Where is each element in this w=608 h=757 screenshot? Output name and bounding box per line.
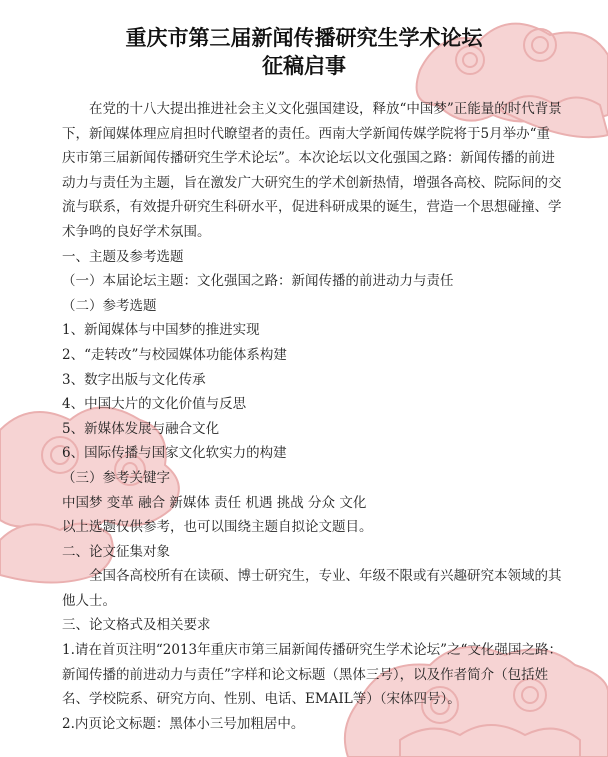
list-item: 5、新媒体发展与融合文化 xyxy=(62,420,220,437)
subsection-theme: （一）本届论坛主题：文化强国之路：新闻传播的前进动力与责任 xyxy=(62,273,454,290)
requirement-1: 1.请在首页注明“2013年重庆市第三届新闻传播研究生学术论坛”之“文化强国之路：新闻传播的前进动力与责任”字样和论文标题（黑体三号），以及作者简介（包括姓名、学校院系、研究方向、性别、电话、EMAIL等）（宋体四号）。 xyxy=(62,642,562,708)
list-item: 3、数字出版与文化传承 xyxy=(62,371,206,388)
section1-heading: 一、主题及参考选题 xyxy=(62,248,184,265)
section3-heading: 三、论文格式及相关要求 xyxy=(62,617,211,634)
requirement-2: 2.内页论文标题：黑体小三号加粗居中。 xyxy=(62,715,305,732)
document-body xyxy=(62,97,562,736)
list-item: 2、“走转改”与校园媒体功能体系构建 xyxy=(62,346,287,363)
intro-paragraph: 在党的十八大提出推进社会主义文化强国建设，释放“中国梦”正能量的时代背景下，新闻媒体理应肩担时代瞭望者的责任。西南大学新闻传媒学院将于5月举办“重庆市第三届新闻传播研究生学术论坛”。本次论坛以文化强国之路：新闻传播的前进动力与责任为主题，旨在激发广大研究生的学术创新热情，增强各高校、院际间的交流与联系，有效提升研究生科研水平，促进科研成果的诞生，营造一个思想碰撞、学术争鸣的良好学术氛围。 xyxy=(62,101,562,240)
topic-note: 以上选题仅供参考，也可以围绕主题自拟论文题目。 xyxy=(62,519,373,536)
keywords-line: 中国梦 变革 融合 新媒体 责任 机遇 挑战 分众 文化 xyxy=(62,494,367,511)
list-item: 1、新闻媒体与中国梦的推进实现 xyxy=(62,322,260,339)
page-title: 重庆市第三届新闻传播研究生学术论坛 xyxy=(125,26,483,50)
page-subtitle: 征稿启事 xyxy=(262,54,346,78)
list-item: 4、中国大片的文化价值与反思 xyxy=(62,396,247,413)
list-item: 6、国际传播与国家文化软实力的构建 xyxy=(62,445,287,462)
subsection-topics: （二）参考选题 xyxy=(62,297,157,314)
section2-body: 全国各高校所有在读硕、博士研究生，专业、年级不限或有兴趣研究本领域的其他人士。 xyxy=(62,568,562,609)
subsection-keywords: （三）参考关键字 xyxy=(62,469,170,486)
section2-heading: 二、论文征集对象 xyxy=(62,543,170,560)
